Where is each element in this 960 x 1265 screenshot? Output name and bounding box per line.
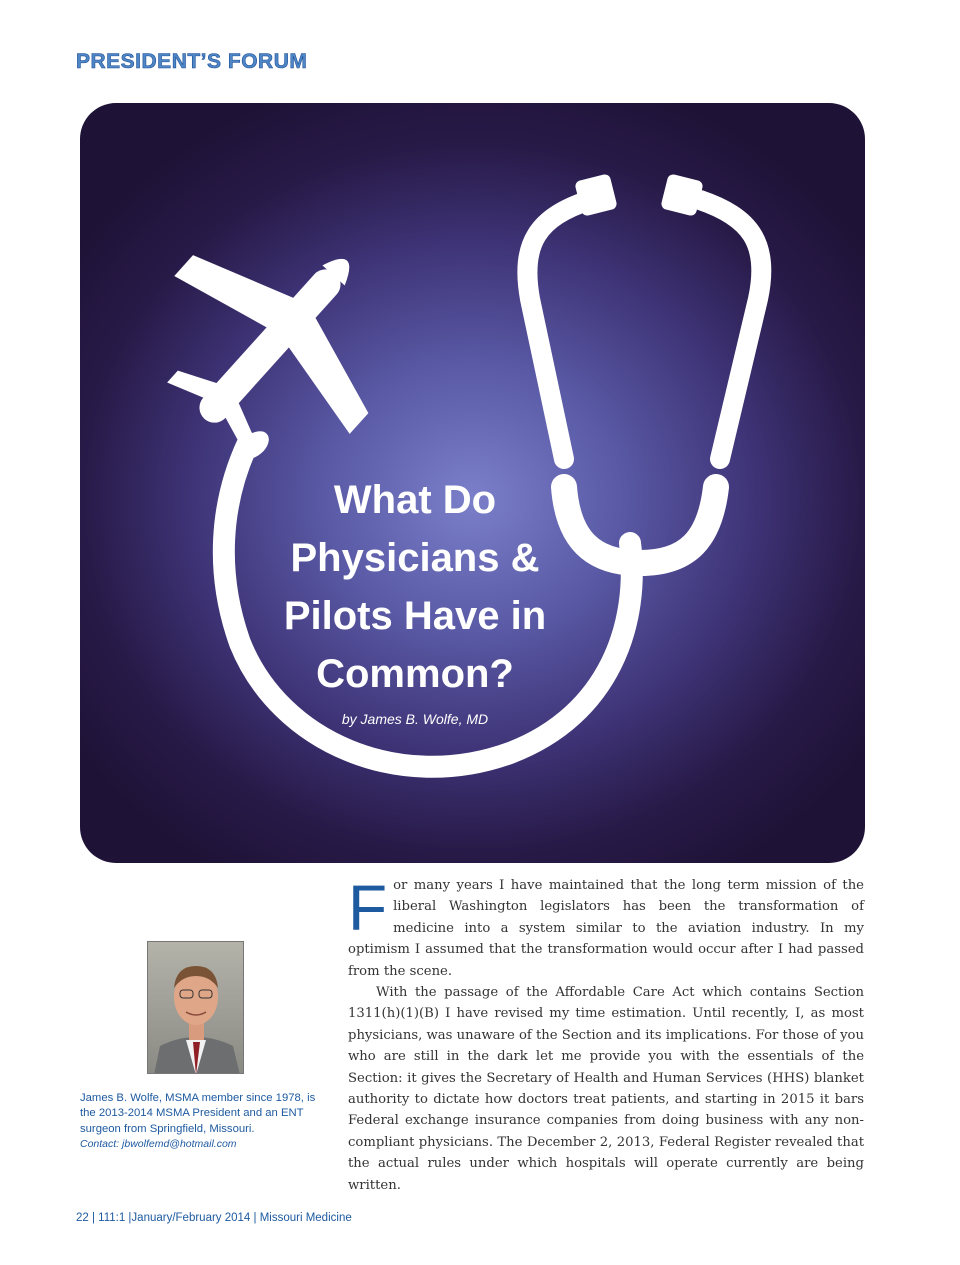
drop-cap: F (348, 872, 388, 944)
article-paragraph-1: or many years I have maintained that the long term mission of the liberal Washington legislators has been the transformation of medicine into a system similar to the aviation industry. In my optimism I assumed that the transformation would occur after I had passed from the scene. (348, 878, 864, 979)
section-label: PRESIDENT’S FORUM (76, 50, 308, 73)
author-bio: James B. Wolfe, MSMA member since 1978, is the 2013-2014 MSMA President and an ENT surgeon from Springfield, Missouri. (80, 1092, 316, 1135)
article-paragraph-2: With the passage of the Affordable Care Act which contains Section 1311(h)(1)(B) I have revised my time estimation. Until recently, I, as most physicians, was unaware of the Section and its implications. For those of you who are still in the dark let me provide you with the essentials of the Section: it gives the Secretary of Health and Human Services (HHS) blanket authority to dictate how doctors treat patients, and starting in 2015 it bars Federal exchange insurance companies from doing business with any non-compliant physicians. The December 2, 2013, Federal Register revealed that the actual rules under which hospitals will operate currently are being written. (348, 985, 864, 1193)
article-title: What Do Physicians & Pilots Have in Common? (283, 478, 547, 696)
page-footer: 22 | 111:1 |January/February 2014 | Missouri Medicine (76, 1212, 352, 1224)
earpiece-right (660, 173, 704, 217)
article-body (348, 872, 864, 1196)
author-contact: Contact: jbwolfemd@hotmail.com (80, 1138, 237, 1151)
byline: by James B. Wolfe, MD (341, 711, 489, 727)
airplane-icon (117, 182, 435, 498)
hero-banner (80, 103, 865, 863)
author-caption (80, 1091, 330, 1153)
author-photo (147, 941, 244, 1074)
